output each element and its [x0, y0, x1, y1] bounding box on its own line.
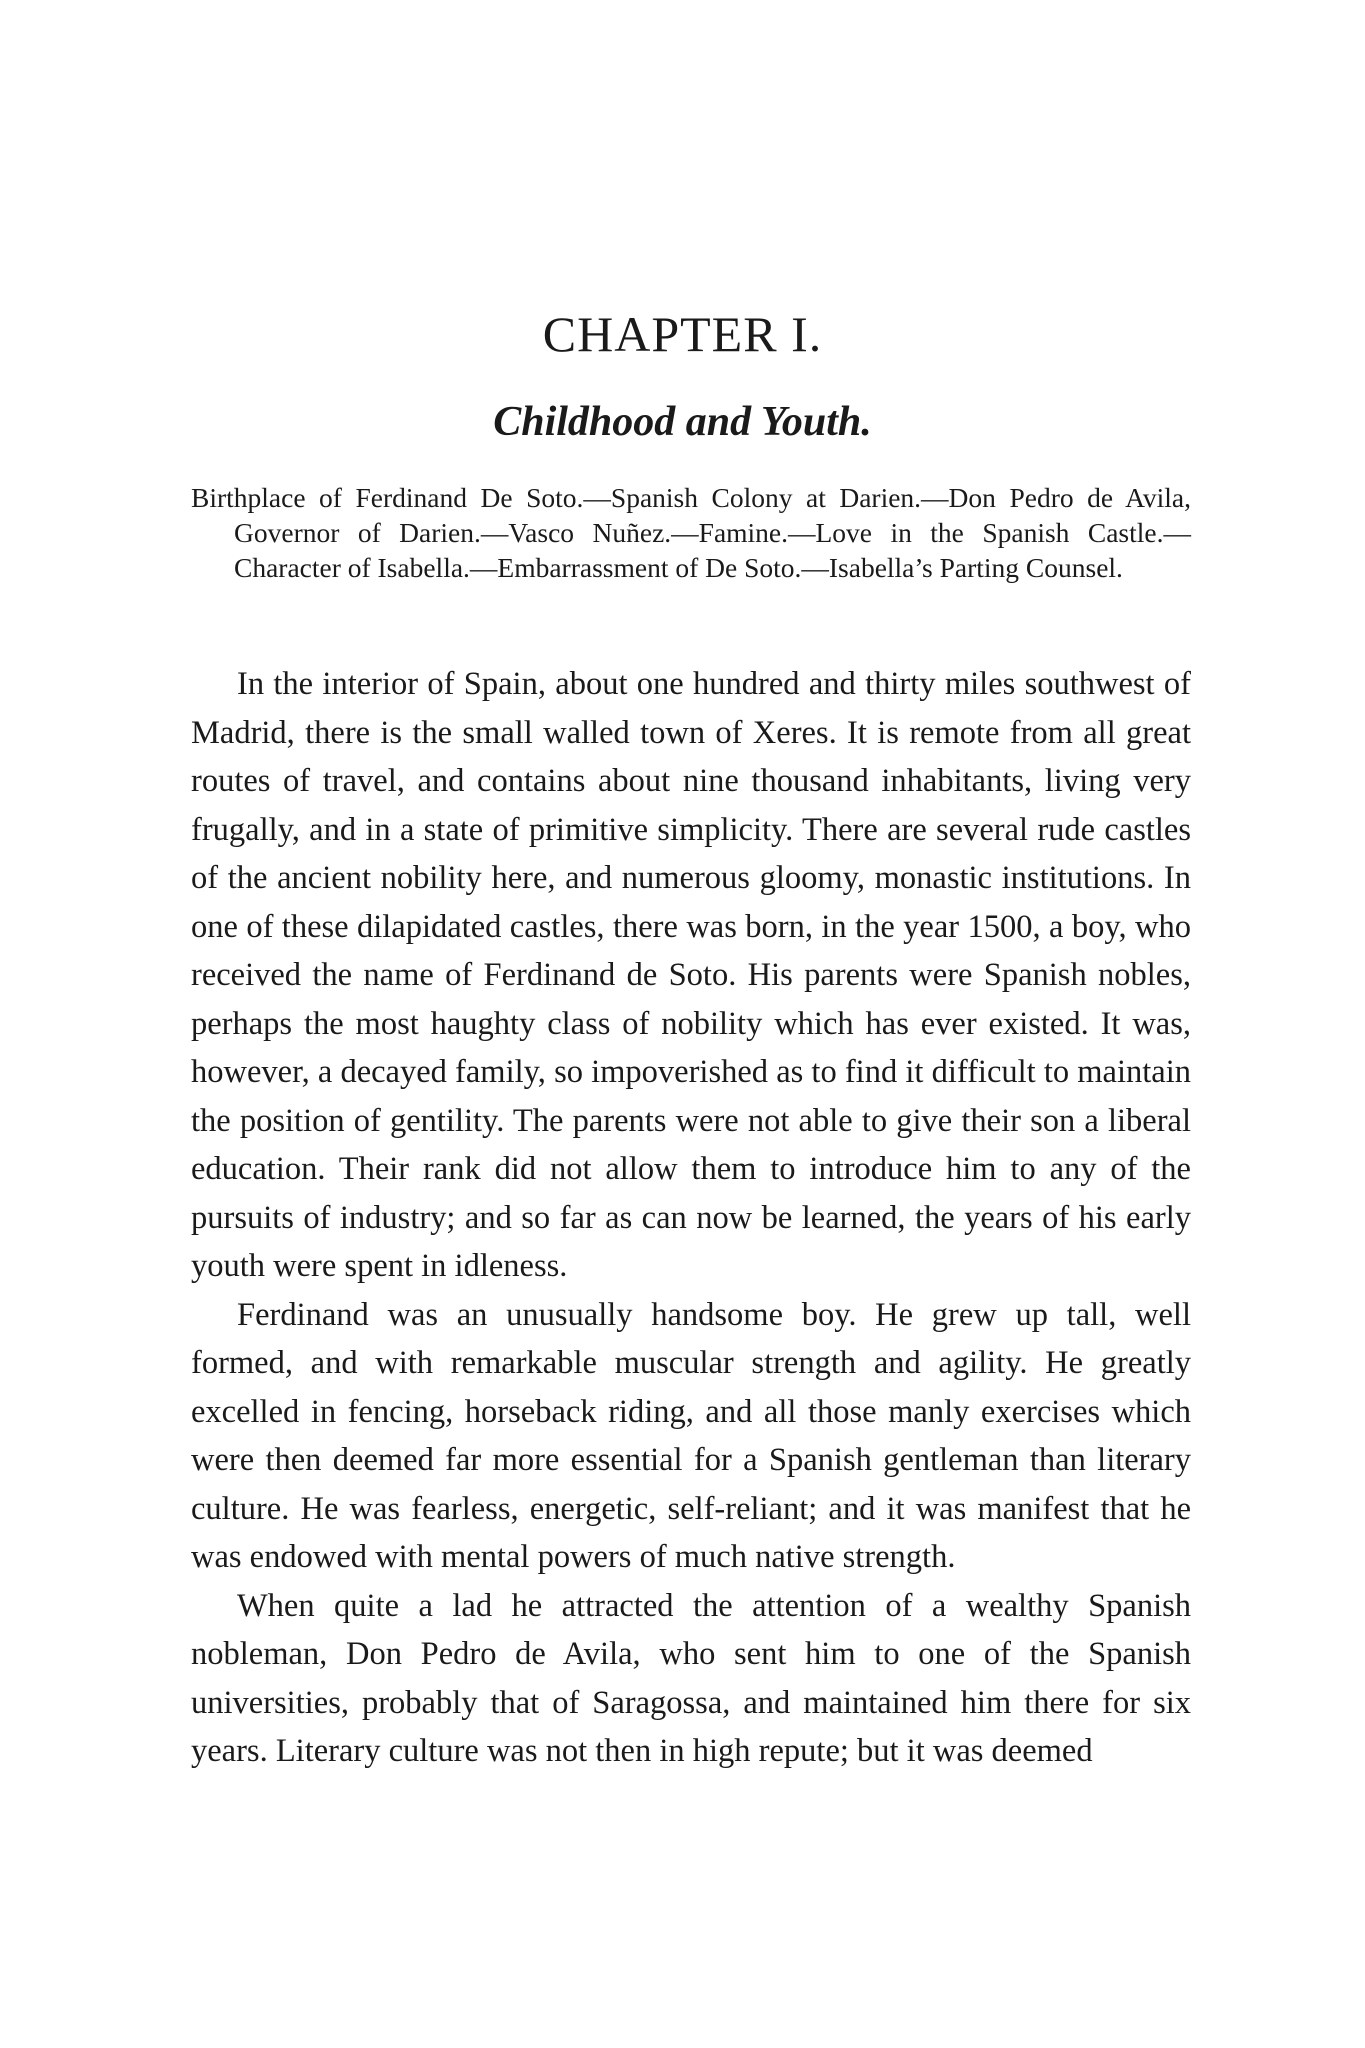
chapter-synopsis: Birthplace of Ferdinand De Soto.—Spanish Colony at Darien.—Don Pedro de Avila, Governor of Darien.—Vasco Nuñez.—Famine.—Love in the Spanish Castle.—Character of Isabella.—Embarrassment of De Soto.—Isabella’s Parting Counsel.	[191, 482, 1191, 583]
chapter-title: CHAPTER I.	[542, 306, 823, 362]
paragraph-3: When quite a lad he attracted the attention of a wealthy Spanish nobleman, Don Pedro de Avila, who sent him to one of the Spanish universities, probably that of Saragossa, and maintained him there for six years. Literary culture was not then in high repute; but it was deemed	[191, 1587, 1191, 1769]
paragraph-1: In the interior of Spain, about one hundred and thirty miles southwest of Madrid, there is the small walled town of Xeres. It is remote from all great routes of travel, and contains about nine thousand inhabitants, living very frugally, and in a state of primitive simplicity. There are several rude castles of the ancient nobility here, and numerous gloomy, monastic institutions. In one of these dilapidated castles, there was born, in the year 1500, a boy, who received the name of Ferdinand de Soto. His parents were Spanish nobles, perhaps the most haughty class of nobility which has ever existed. It was, however, a decayed family, so impoverished as to find it difficult to maintain the position of gentility. The parents were not able to give their son a liberal education. Their rank did not allow them to introduce him to any of the pursuits of industry; and so far as can now be learned, the years of his early youth were spent in idleness.	[191, 666, 1191, 1284]
chapter-subtitle: Childhood and Youth.	[493, 399, 872, 445]
chapter-body	[191, 660, 1191, 1776]
paragraph-2: Ferdinand was an unusually handsome boy. He grew up tall, well formed, and with remarkable muscular strength and agility. He greatly excelled in fencing, horseback riding, and all those manly exercises which were then deemed far more essential for a Spanish gentleman than literary culture. He was fearless, energetic, self-reliant; and it was manifest that he was endowed with mental powers of much native strength.	[191, 1296, 1191, 1575]
